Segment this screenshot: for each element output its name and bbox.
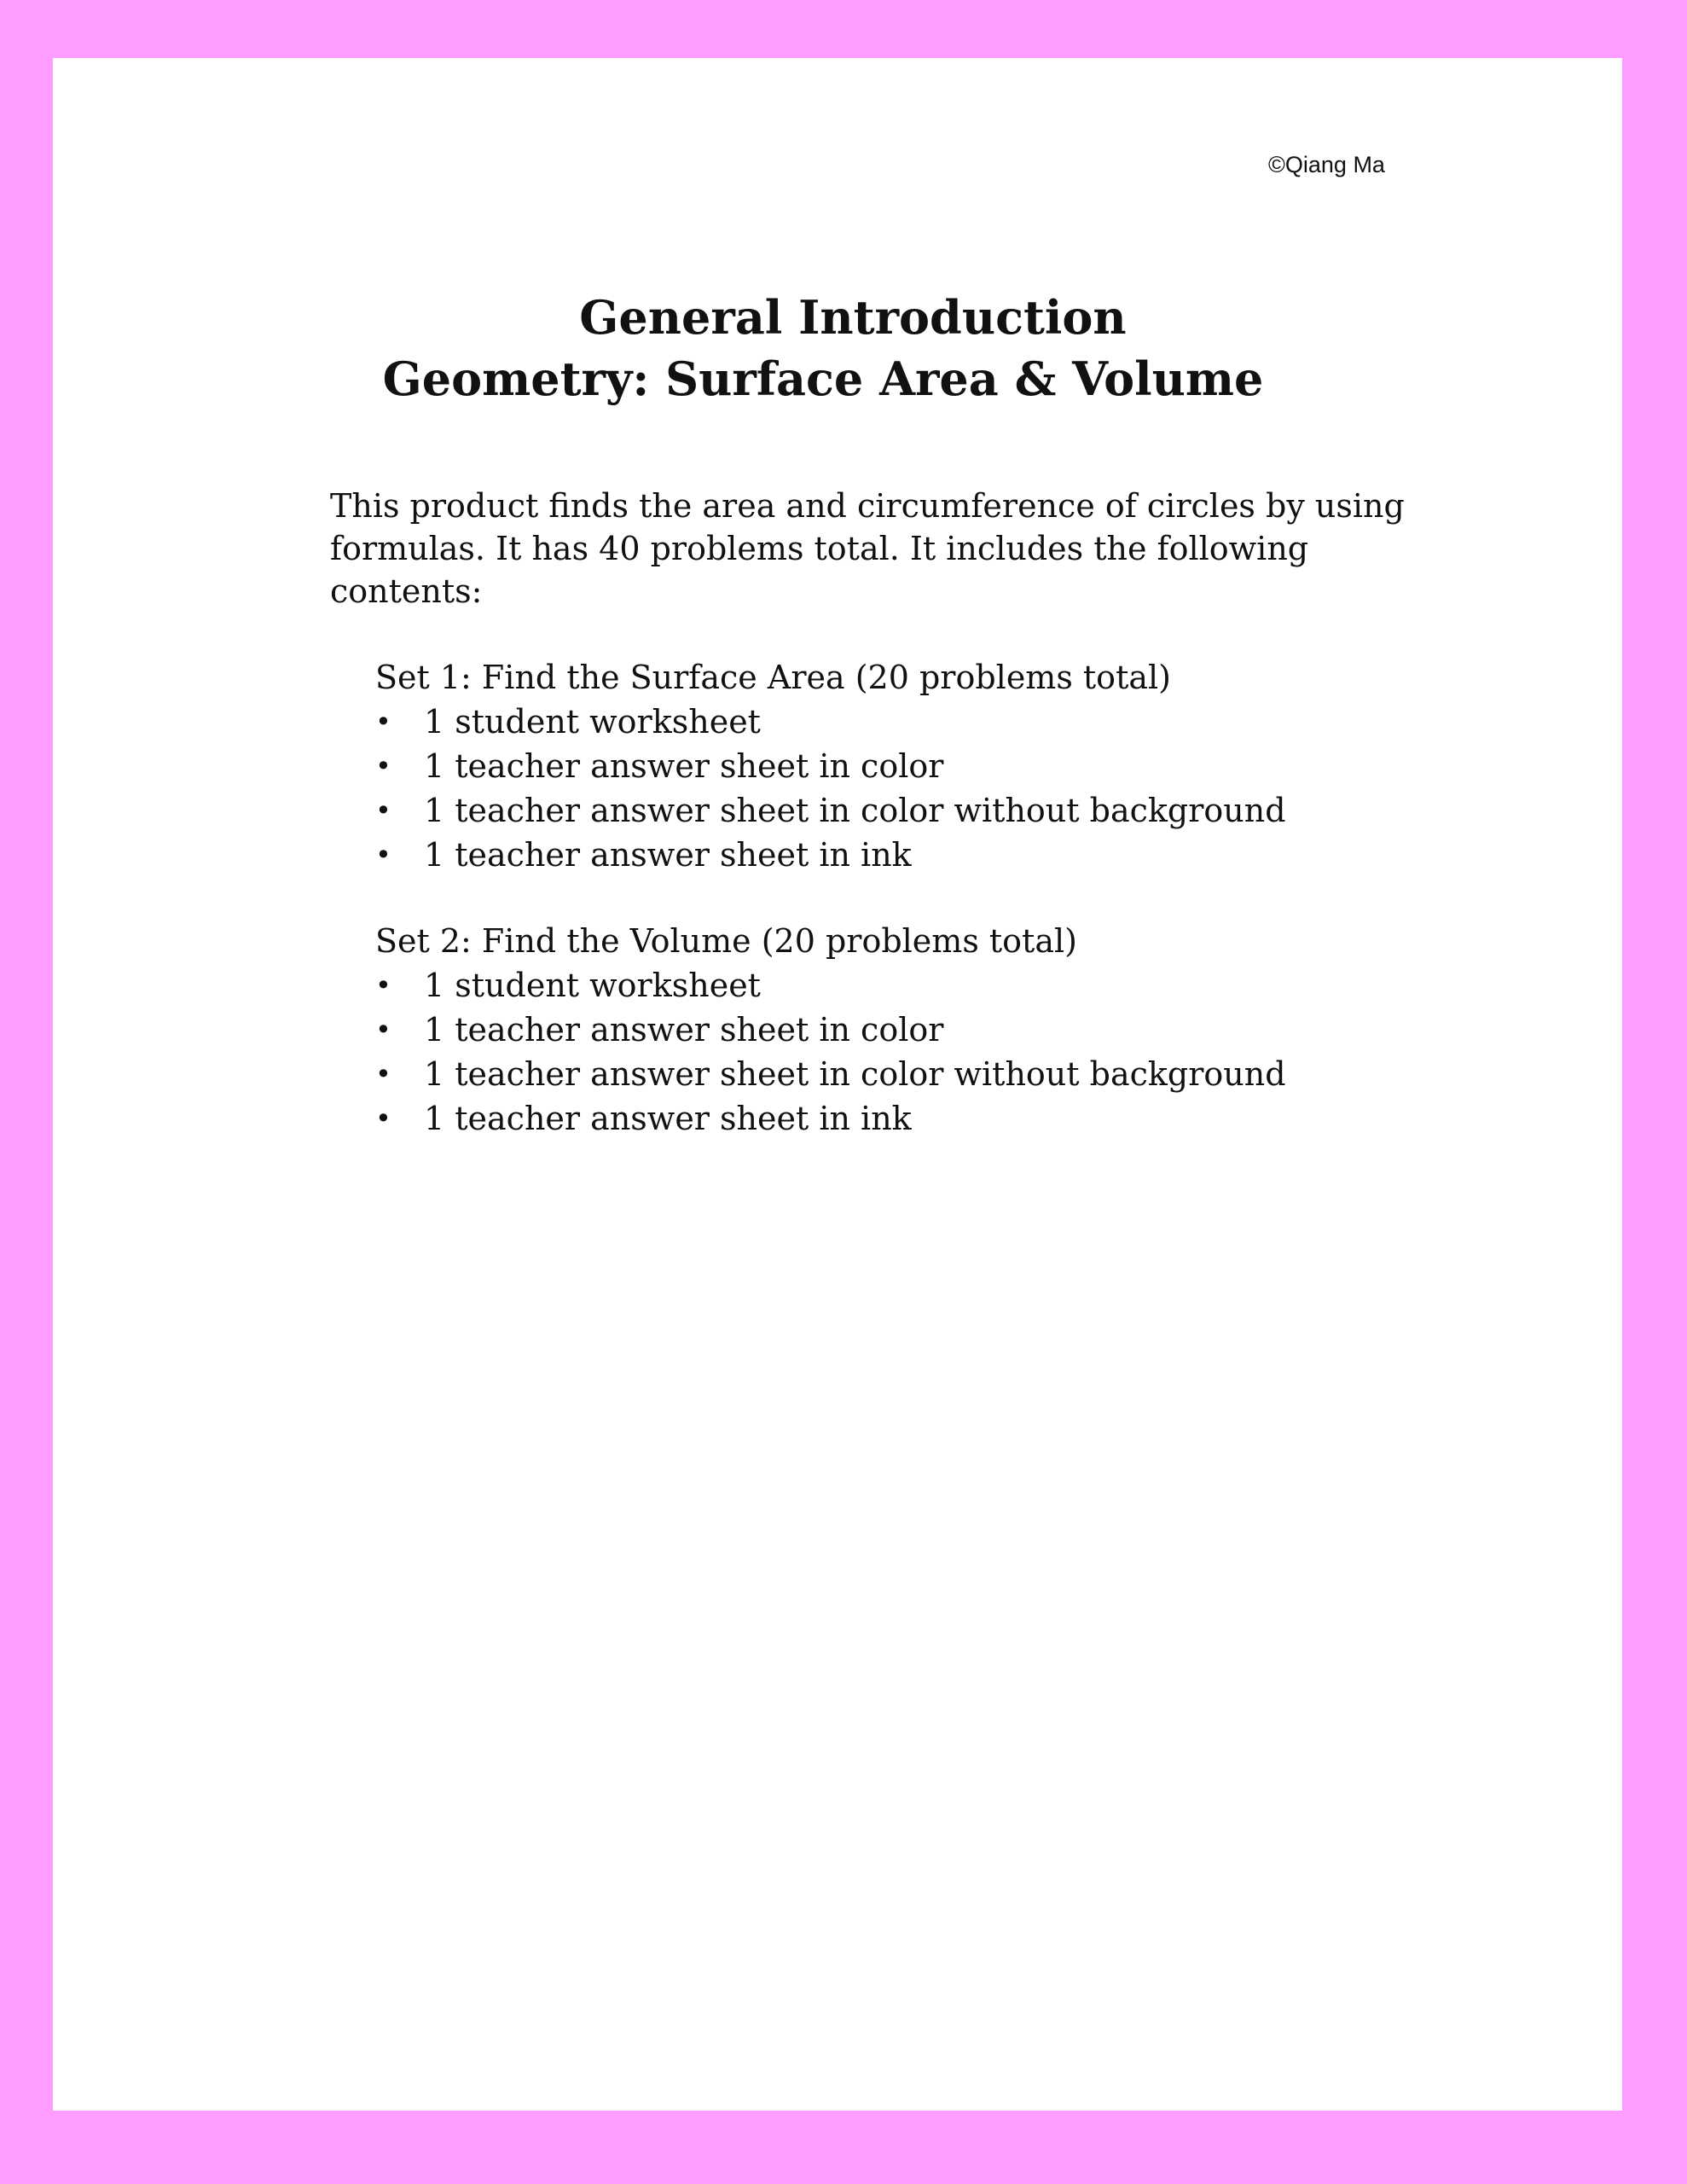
set-1-section: [375, 655, 1286, 877]
list-item: [375, 833, 1286, 877]
list-item-text: 1 teacher answer sheet in color without background: [424, 792, 1286, 829]
bullet-icon: •: [375, 750, 391, 782]
bullet-icon: •: [375, 706, 391, 738]
list-item-text: 1 teacher answer sheet in color: [424, 747, 944, 785]
bullet-icon: •: [375, 1102, 391, 1135]
intro-paragraph: This product finds the area and circumference of circles by using formulas. It has 40 problems total. It includes the following contents:: [330, 487, 1405, 610]
list-item-text: 1 teacher answer sheet in color without background: [424, 1055, 1286, 1093]
bullet-icon: •: [375, 969, 391, 1002]
bullet-icon: •: [375, 839, 391, 871]
bullet-icon: •: [375, 1014, 391, 1046]
list-item: [375, 963, 1286, 1008]
list-item: [375, 744, 1286, 788]
list-item: [375, 1052, 1286, 1096]
copyright-notice: ©Qiang Ma: [1268, 152, 1385, 177]
document-page: [53, 58, 1622, 2111]
title-line-geometry: Geometry: Surface Area & Volume: [382, 351, 1264, 406]
set-1-heading: Set 1: Find the Surface Area (20 problems total): [375, 659, 1171, 696]
list-item: [375, 1008, 1286, 1052]
set-2-heading: Set 2: Find the Volume (20 problems total): [375, 922, 1077, 960]
page-title: [53, 287, 1622, 410]
title-line-general-introduction: General Introduction: [579, 290, 1127, 345]
set-2-list: [375, 963, 1286, 1141]
list-item-text: 1 teacher answer sheet in ink: [424, 836, 912, 874]
set-1-list: [375, 700, 1286, 877]
list-item: [375, 700, 1286, 744]
list-item-text: 1 student worksheet: [424, 967, 761, 1004]
list-item-text: 1 teacher answer sheet in ink: [424, 1100, 912, 1137]
list-item: [375, 1096, 1286, 1141]
list-item-text: 1 teacher answer sheet in color: [424, 1011, 944, 1048]
list-item-text: 1 student worksheet: [424, 703, 761, 741]
list-item: [375, 788, 1286, 833]
bullet-icon: •: [375, 1058, 391, 1090]
set-2-section: [375, 919, 1286, 1141]
bullet-icon: •: [375, 794, 391, 827]
